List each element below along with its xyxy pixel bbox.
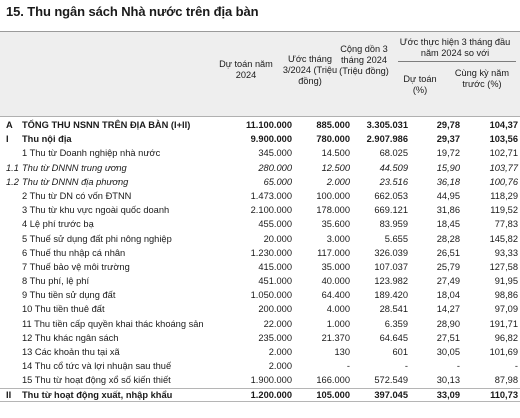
table-row	[0, 373, 520, 387]
cell-vs-last-year: 102,71	[489, 148, 518, 159]
header-group-comparison: Ước thực hiện 3 tháng đầu năm 2024 so với	[399, 37, 511, 58]
cell-cumulative: 662.053	[374, 190, 408, 201]
cell-estimate-month: 166.000	[316, 375, 350, 386]
budget-table-body	[0, 118, 520, 402]
row-label: 6 Thuế thu nhập cá nhân	[22, 247, 126, 258]
cell-estimate-month: 14.500	[321, 148, 350, 159]
cell-estimate-month: 12.500	[321, 162, 350, 173]
table-row	[0, 388, 520, 402]
table-row	[0, 189, 520, 203]
row-label: 7 Thuế bảo vệ môi trường	[22, 261, 130, 272]
cell-estimate-month: 3.000	[326, 233, 350, 244]
table-row	[0, 246, 520, 260]
cell-cumulative: 3.305.031	[366, 120, 408, 130]
cell-plan-2024: 415.000	[258, 261, 292, 272]
cell-estimate-month: 100.000	[316, 190, 350, 201]
cell-vs-last-year: 191,71	[489, 318, 518, 329]
cell-vs-last-year: 118,29	[490, 190, 518, 201]
cell-cumulative: 44.509	[379, 162, 408, 173]
row-code: I	[6, 134, 9, 145]
cell-vs-last-year: 96,82	[494, 332, 518, 343]
cell-vs-plan: 26,51	[436, 247, 460, 258]
cell-plan-2024: 1.473.000	[250, 190, 292, 201]
cell-estimate-month: 105.000	[316, 389, 350, 400]
cell-cumulative: 83.959	[379, 219, 408, 230]
cell-vs-last-year: 103,77	[489, 162, 518, 173]
cell-vs-plan: 29,78	[436, 120, 460, 130]
cell-cumulative: 669.121	[374, 205, 408, 216]
cell-vs-last-year: 104,37	[489, 120, 518, 130]
cell-plan-2024: 11.100.000	[245, 120, 292, 130]
cell-vs-last-year: 145,82	[489, 233, 518, 244]
row-label: 13 Các khoản thu tại xã	[22, 347, 120, 357]
cell-plan-2024: 65.000	[263, 176, 292, 187]
cell-plan-2024: 345.000	[258, 148, 292, 159]
cell-vs-plan: 29,37	[436, 134, 460, 145]
table-row	[0, 203, 520, 217]
cell-estimate-month: 117.000	[317, 247, 350, 258]
cell-vs-plan: 28,90	[436, 318, 460, 329]
cell-plan-2024: 2.100.000	[250, 205, 292, 216]
header-divider	[0, 116, 520, 117]
row-label: Thu từ hoạt động xuất, nhập khẩu	[22, 389, 173, 400]
cell-vs-last-year: 91,95	[494, 276, 518, 287]
cell-vs-plan: 28,28	[436, 233, 460, 244]
cell-vs-plan: 19,72	[436, 148, 460, 159]
row-label: Thu nội địa	[22, 134, 72, 145]
header-col-vs-plan: Dự toán (%)	[403, 74, 437, 95]
row-code: 1.2	[6, 176, 19, 187]
cell-estimate-month: 4.000	[326, 304, 350, 315]
row-label: 4 Lệ phí trước bạ	[22, 219, 94, 230]
table-row	[0, 302, 520, 316]
cell-vs-last-year: 97,09	[494, 304, 518, 315]
cell-vs-plan: 14,27	[436, 304, 460, 315]
cell-plan-2024: 451.000	[258, 276, 292, 287]
cell-plan-2024: 9.900.000	[250, 134, 292, 145]
cell-cumulative: 601	[392, 347, 408, 357]
table-row	[0, 359, 520, 373]
row-label: 1 Thu từ Doanh nghiệp nhà nước	[22, 148, 161, 159]
row-label: 5 Thuế sử dụng đất phi nông nghiệp	[22, 233, 172, 244]
cell-estimate-month: 35.600	[321, 219, 350, 230]
cell-cumulative: 68.025	[379, 148, 408, 159]
cell-vs-last-year: -	[514, 361, 518, 372]
cell-vs-plan: 30,13	[436, 375, 460, 386]
cell-cumulative: 397.045	[374, 389, 408, 400]
cell-cumulative: 189.420	[374, 290, 408, 301]
cell-vs-plan: 36,18	[436, 176, 460, 187]
cell-cumulative: 23.516	[379, 176, 408, 187]
header-group-underline	[398, 61, 516, 62]
cell-plan-2024: 1.200.000	[250, 389, 292, 400]
header-col-plan-2024: Dự toán năm 2024	[219, 59, 273, 80]
cell-vs-plan: 15,90	[436, 162, 460, 173]
cell-vs-plan: 27,49	[436, 276, 460, 287]
cell-estimate-month: 780.000	[316, 134, 350, 145]
table-row	[0, 161, 520, 175]
cell-vs-last-year: 119,52	[490, 205, 518, 216]
header-col-vs-last-year: Cùng kỳ năm trước (%)	[454, 68, 510, 89]
cell-cumulative: 6.359	[384, 318, 408, 329]
cell-cumulative: 5.655	[384, 233, 408, 244]
header-col-cumulative: Cộng dồn 3 tháng 2024 (Triệu đồng)	[339, 44, 389, 76]
table-row	[0, 146, 520, 160]
cell-vs-last-year: 100,76	[489, 176, 518, 187]
table-row	[0, 331, 520, 345]
cell-estimate-month: 40.000	[321, 276, 350, 287]
table-row	[0, 132, 520, 146]
cell-cumulative: 107.037	[374, 261, 408, 272]
cell-vs-plan: 33,09	[436, 389, 460, 400]
cell-cumulative: -	[404, 361, 408, 372]
cell-vs-last-year: 110,73	[490, 389, 518, 400]
cell-plan-2024: 2.000	[268, 361, 292, 372]
row-label: 15 Thu từ hoạt động xổ số kiến thiết	[22, 375, 171, 386]
cell-vs-plan: 25,79	[436, 261, 460, 272]
cell-vs-last-year: 93,33	[494, 247, 518, 258]
table-row	[0, 274, 520, 288]
cell-plan-2024: 2.000	[268, 347, 292, 357]
row-label: 3 Thu từ khu vực ngoài quốc doanh	[22, 205, 170, 216]
row-label: Thu từ DNNN trung ương	[22, 162, 127, 173]
cell-vs-last-year: 101,69	[489, 347, 518, 357]
cell-plan-2024: 200.000	[258, 304, 292, 315]
table-row	[0, 317, 520, 331]
row-label: Thu từ DNNN địa phương	[22, 176, 129, 187]
cell-plan-2024: 1.050.000	[250, 290, 292, 301]
table-row	[0, 260, 520, 274]
table-row	[0, 345, 520, 359]
row-code: 1.1	[6, 162, 19, 173]
cell-plan-2024: 1.230.000	[250, 247, 292, 258]
cell-vs-plan: 18,04	[436, 290, 460, 301]
cell-plan-2024: 455.000	[258, 219, 292, 230]
cell-estimate-month: 2.000	[326, 176, 350, 187]
cell-plan-2024: 235.000	[258, 332, 292, 343]
row-label: TỔNG THU NSNN TRÊN ĐỊA BÀN (I+II)	[22, 120, 191, 130]
cell-vs-last-year: 103,56	[489, 134, 518, 145]
cell-estimate-month: 64.400	[321, 290, 350, 301]
row-code: II	[6, 389, 12, 400]
document-title: 15. Thu ngân sách Nhà nước trên địa bàn	[6, 4, 259, 19]
cell-vs-last-year: 87,98	[494, 375, 518, 386]
row-code: A	[6, 120, 13, 130]
row-label: 10 Thu tiền thuê đất	[22, 304, 105, 315]
cell-vs-plan: 30,05	[436, 347, 460, 357]
cell-plan-2024: 22.000	[263, 318, 292, 329]
cell-vs-last-year: 127,58	[489, 261, 518, 272]
cell-cumulative: 28.541	[379, 304, 408, 315]
table-row	[0, 175, 520, 189]
table-row	[0, 232, 520, 246]
cell-plan-2024: 20.000	[263, 233, 292, 244]
cell-cumulative: 2.907.986	[366, 134, 408, 145]
cell-cumulative: 123.982	[374, 276, 408, 287]
cell-estimate-month: 130	[334, 347, 350, 357]
cell-vs-plan: 27,51	[436, 332, 460, 343]
row-label: 8 Thu phí, lệ phí	[22, 276, 90, 287]
row-label: 11 Thu tiền cấp quyền khai thác khoáng sản	[22, 318, 204, 329]
cell-vs-last-year: 98,86	[494, 290, 518, 301]
header-col-estimate-month: Ước tháng 3/2024 (Triệu đồng)	[282, 54, 338, 86]
cell-vs-plan: -	[456, 361, 460, 372]
table-row	[0, 118, 520, 132]
cell-vs-plan: 44,95	[436, 190, 460, 201]
cell-cumulative: 64.645	[379, 332, 408, 343]
cell-estimate-month: 1.000	[326, 318, 350, 329]
table-row	[0, 288, 520, 302]
cell-plan-2024: 280.000	[258, 162, 292, 173]
table-row	[0, 217, 520, 231]
cell-plan-2024: 1.900.000	[250, 375, 292, 386]
row-label: 9 Thu tiền sử dụng đất	[22, 290, 116, 301]
row-label: 2 Thu từ DN có vốn ĐTNN	[22, 190, 132, 201]
cell-vs-plan: 31,86	[436, 205, 460, 216]
cell-estimate-month: 21.370	[321, 332, 350, 343]
cell-estimate-month: 885.000	[316, 120, 350, 130]
cell-estimate-month: -	[346, 361, 350, 372]
cell-estimate-month: 35.000	[321, 261, 350, 272]
cell-estimate-month: 178.000	[316, 205, 350, 216]
cell-vs-plan: 18,45	[436, 219, 460, 230]
cell-cumulative: 326.039	[374, 247, 408, 258]
row-label: 14 Thu cổ tức và lợi nhuận sau thuế	[22, 361, 172, 372]
cell-cumulative: 572.549	[374, 375, 408, 386]
row-label: 12 Thu khác ngân sách	[22, 332, 119, 343]
cell-vs-last-year: 77,83	[494, 219, 518, 230]
